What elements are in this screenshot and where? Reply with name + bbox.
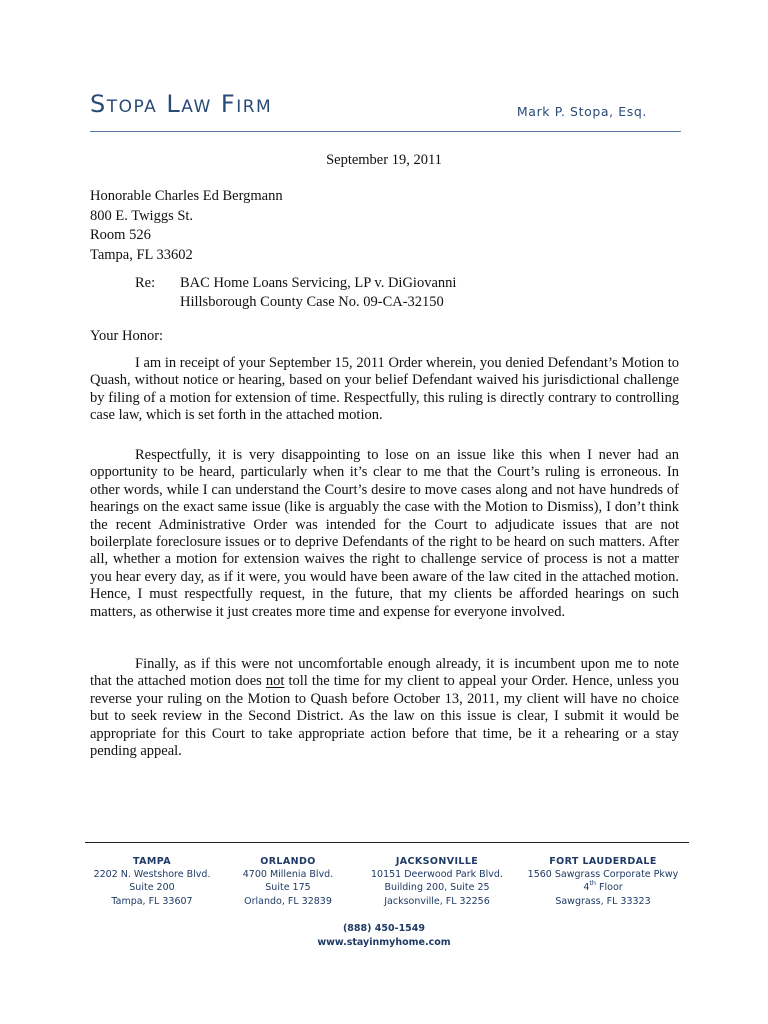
office-city: JACKSONVILLE	[395, 856, 479, 867]
office-suite: Suite 175	[265, 882, 311, 894]
office-suite: Building 200, Suite 25	[384, 882, 490, 894]
office-orlando	[208, 855, 368, 908]
salutation: Your Honor:	[90, 328, 164, 344]
office-street: 2202 N. Westshore Blvd.	[93, 869, 211, 881]
office-city: TAMPA	[133, 856, 171, 867]
emphasized-word: not	[265, 673, 285, 690]
footer-divider	[85, 842, 689, 843]
floor-number: 4	[583, 882, 590, 894]
office-street: 4700 Millenia Blvd.	[242, 869, 334, 881]
office-fort-lauderdale	[523, 855, 683, 908]
office-city: FORT LAUDERDALE	[549, 856, 657, 867]
letter-date: September 19, 2011	[326, 152, 442, 168]
recipient-address	[90, 187, 283, 265]
case-number: Hillsborough County Case No. 09-CA-32150	[180, 294, 444, 310]
paragraph-3-lead: Finally, as if this were not uncomfortable enough already, it is incumbent upon me to note that the attached motion does	[90, 656, 679, 690]
office-floor	[523, 881, 683, 894]
office-city-zip: Tampa, FL 33607	[111, 895, 193, 907]
body-paragraph-2: Respectfully, it is very disappointing to lose on an issue like this when I never had an opportunity to be heard, particularly when it’s clear to me that the Court’s ruling is erroneous. In other words, while I can understand the Court’s desire to move cases along and not have hundreds of hearings on the exact same issue (like is arguably the case with the Motion to Dismiss), I don’t think the recent Administrative Order was intended for the Court to adjudicate issues that are not boilerplate foreclosure issues or to deprive Defendants of the right to be heard on such matters. After all, whether a motion for extension waives the right to challenge service of process is not a matter you hear every day, as if it were, you would have been aware of the law cited in the attached motion. Hence, I must respectfully request, in the future, that my clients be afforded hearings on such matters, as otherwise it just creates more time and expense for everyone involved.	[90, 447, 679, 620]
floor-ordinal: th	[589, 879, 597, 888]
office-street: 1560 Sawgrass Corporate Pkwy	[527, 869, 679, 881]
office-city: ORLANDO	[260, 856, 316, 867]
office-suite: Suite 200	[129, 882, 175, 894]
contact-info	[0, 922, 768, 949]
office-city-zip: Sawgrass, FL 33323	[555, 895, 651, 907]
recipient-city: Tampa, FL 33602	[90, 246, 193, 263]
office-street: 10151 Deerwood Park Blvd.	[371, 869, 503, 881]
office-city-zip: Orlando, FL 32839	[244, 895, 332, 907]
re-label: Re:	[135, 275, 156, 291]
body-paragraph-1: I am in receipt of your September 15, 2011 Order wherein, you denied Defendant’s Motion to Quash, without notice or hearing, based on your belief Defendant waived his jurisdictional challenge by filing of a motion for extension of time. Respectfully, this ruling is directly contrary to controlling case law, which is set forth in the attached motion.	[90, 355, 679, 424]
office-jacksonville	[357, 855, 517, 908]
firm-name: Stopa Law Firm	[90, 90, 273, 118]
floor-label: Floor	[596, 882, 623, 894]
case-caption: BAC Home Loans Servicing, LP v. DiGiovanni	[180, 275, 457, 291]
website-link[interactable]: www.stayinmyhome.com	[317, 936, 451, 948]
recipient-street: 800 E. Twiggs St.	[90, 207, 194, 224]
office-city-zip: Jacksonville, FL 32256	[384, 895, 490, 907]
paragraph-3-rest: toll the time for my client to appeal your Order. Hence, unless you reverse your ruling on the Motion to Quash before October 13, 2011, my client will have no choice but to seek review in the Second District. As the law on this issue is clear, I submit it would be appropriate for this Court to take appropriate action before that time, be it a rehearing or a stay pending appeal.	[90, 673, 680, 760]
header-divider	[90, 131, 681, 132]
recipient-room: Room 526	[90, 227, 151, 243]
attorney-name: Mark P. Stopa, Esq.	[516, 104, 647, 119]
recipient-name: Honorable Charles Ed Bergmann	[90, 188, 283, 204]
body-paragraph-3	[90, 656, 679, 760]
phone-number: (888) 450-1549	[342, 923, 426, 934]
